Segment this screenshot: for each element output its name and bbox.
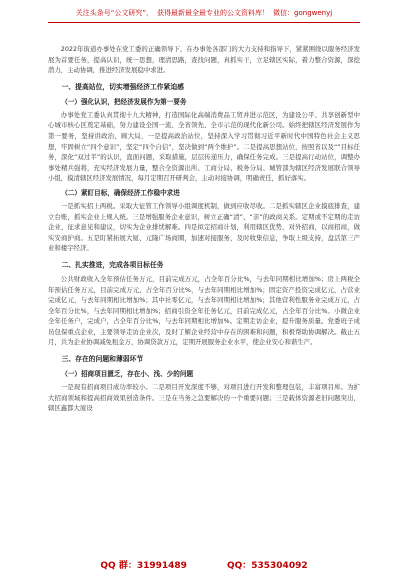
footer-contact bbox=[48, 558, 360, 571]
footer-qq: QQ：535304092 bbox=[226, 561, 308, 571]
subsection-heading: （二）紧盯目标，确保经济工作稳中求进 bbox=[61, 188, 180, 197]
section-heading: 二、扎实推进，完成各项目标任务 bbox=[61, 260, 164, 269]
subsection-heading: （一）招商项目匮乏，存在小、浅、少的问题 bbox=[61, 370, 194, 379]
footer-qq-group: QQ 群：31991489 bbox=[100, 561, 187, 571]
body-paragraph: 公共财政收入全年预估任务万元，目前完成万元，占全年百分比%，与去年同期相比增加%；房上两税全年预估任务万元，目前完成万元，占全年百分比%，与去年同期相比增加%；固定资产投资完成亿元，占营业完成亿元，与去年同期相比增加%；其中社零亿元，与去年同期相比增加%；其他营利性服务业完成万元，占全年百分比%，与去年同期相比增加%；招商引资全年任务亿元，目前完成亿元，占全年百分比%。小微企业全年任务户，完成户，占全年百分比%，与去年同期相比增加%。定期走访企业，提升服务质量。党委班子成员包保重点企业，主要领导走访企业次，及时了解企业经营中存在的困难和问题，积极帮助协调解决。截止五月，共为企业协调减免租金万，协调贷款万元，定期开展服务企业水平，使企业安心和谐生产。 bbox=[48, 274, 360, 347]
section-heading: 三、存在的问题和薄弱环节 bbox=[61, 355, 144, 364]
body-paragraph: 一是抓实招上两税。采取大征管工作领导小组调度机制，做到应收尽收。二是抓实辖区企业摸底排查，建立台账，抓实企业上规入统。三是增强服务企业意识，树立正确“清”、“亲”的政商关系。定期或不定期的走访企业，征求意见和建议，切实为企业排忧解难。四是拟定招商计划，利用辖区优势，对外招商，以商招商，做实安商护商。五是盯紧拓展大厦、元隆广场商圈，加速对接服务，及时收集信息，争取上级支持，盘活第三产业和楼宇经济。 bbox=[48, 201, 360, 253]
document-body bbox=[48, 44, 360, 544]
intro-paragraph: 2022年街道办事处在党工委的正确领导下，在办事处各部门的大力支持和指导下，紧紧围绕以服务经济发展为首要任务，提高认识，统一思想，理清思路，查找问题，真抓实干，立足辖区实际，着力整合资源，深挖潜力，主动协调，推进经济发展稳中求进。 bbox=[48, 45, 360, 75]
banner-follow-text: 关注头条号“公文研究”， bbox=[75, 9, 154, 17]
banner-wechat-text: 微信：gongwenyj bbox=[273, 9, 333, 17]
header-divider bbox=[48, 22, 360, 23]
body-paragraph: 一是现有招商项目成功率较小。二是项目开发深度不够，对项目进行开发和整理包装，丰富项目库。为扩大招商领域和提高招商效果创造条件。三是在当务之急要解决的一个重要问题；三是载体资源老旧问题突出，辖区鑫都大厦设 bbox=[48, 383, 360, 413]
subsection-heading: （一）强化认识，把经济发展作为第一要务 bbox=[61, 97, 187, 106]
body-paragraph: 办事处党工委认真贯彻十九大精神，打造国际化高端消费品工贸并进示范区，为建设公平、共享创新型中心城市核心区奠定基础，努力建设全国一流、全省领先、全市示范的现代化新公司。始终把辖区经济发展作为第一要务，坚持讲政治、顾大局，一是提高政治站位，坚持深入学习贯彻习近平新时代中国特色社会主义思想，牢固树立“四个意识”，坚定“四个自信”，坚决做到“两个维护”。二是提高思想站位，按照省以及“”目标任务，深化“双过半”的认识，直面问题，采取措施，层层传递压力，确保任务完成。三是提高行动站位，调整办事处精兵强将，充实经济发展力量，整合全资源出所、工商分局、税务分局、城管部为辖区经济发展联合领导小组，摸清辖区经济发展情况，每月定期召开研判会，主动对接协调，明确责任，抓好落实。 bbox=[48, 110, 360, 183]
banner-promo-text: 获得最新最全最专业的公文资料库！ bbox=[157, 9, 270, 17]
header-banner bbox=[48, 8, 360, 18]
section-heading: 一、提高站位，切实增强经济工作紧迫感 bbox=[61, 82, 184, 91]
